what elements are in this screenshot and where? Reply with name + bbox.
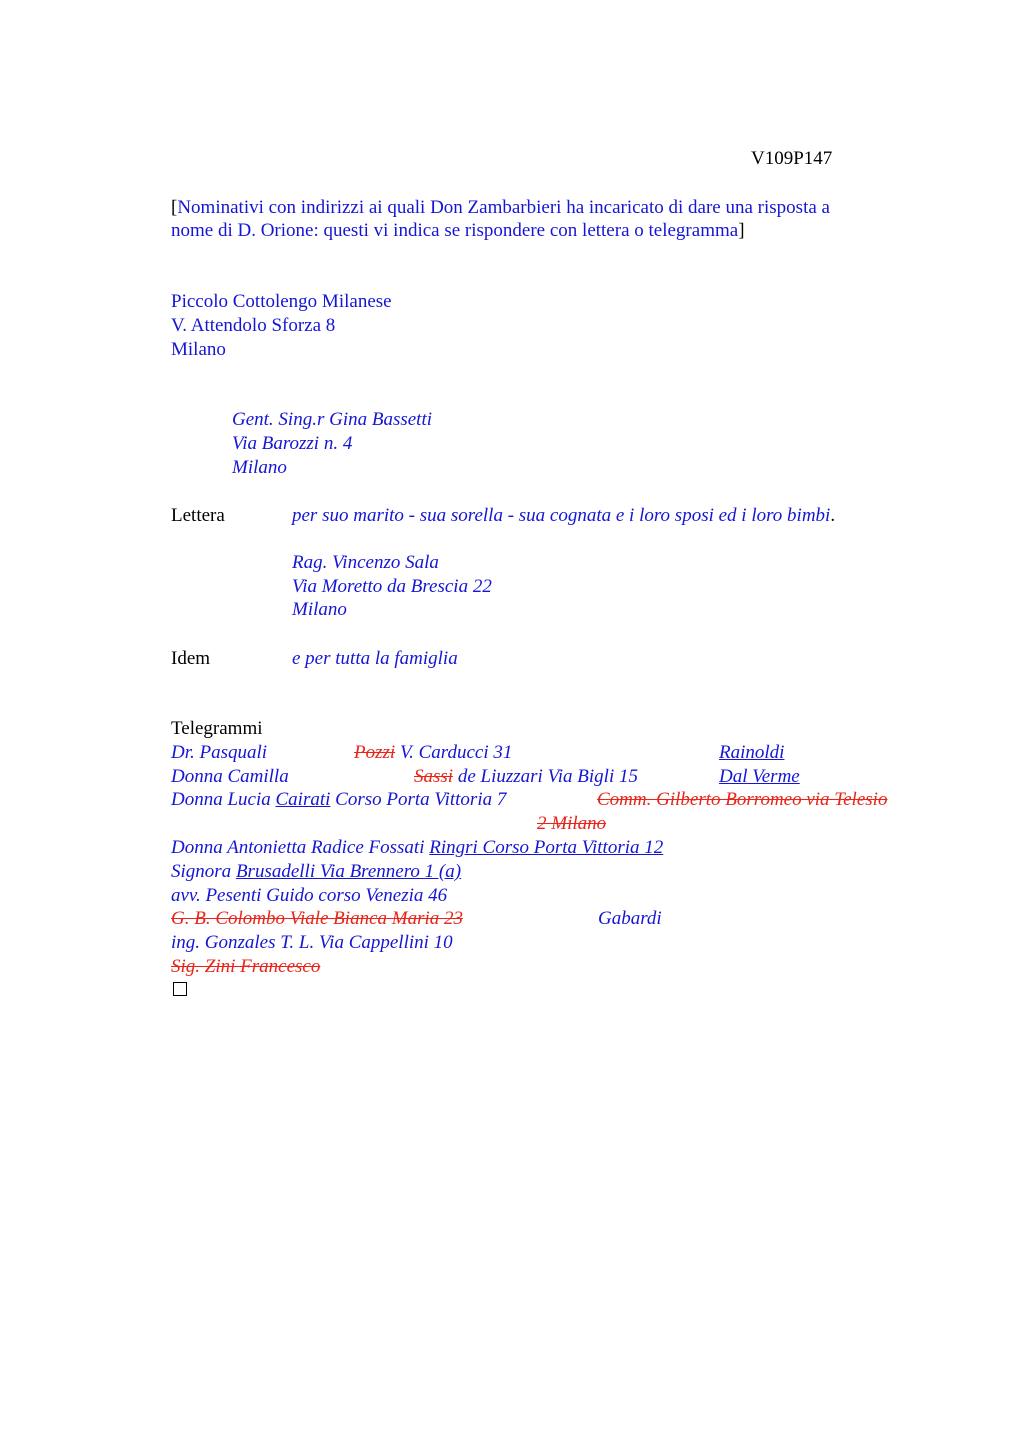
note-bracket-open: [ bbox=[171, 197, 178, 218]
tg-row-2-name: Donna Camilla bbox=[171, 766, 289, 787]
tg-row-4-name: Donna Antonietta Radice Fossati bbox=[171, 837, 430, 858]
recipient1-line-2: Via Barozzi n. 4 bbox=[232, 433, 353, 454]
editorial-note-line-2 bbox=[171, 219, 745, 243]
tg-row-2-addr: de Liuzzari Via Bigli 15 bbox=[453, 766, 638, 787]
tg-row-1-struck: Pozzi bbox=[354, 742, 396, 763]
tg-row-4-underlined: Ringri Corso Porta Vittoria 12 bbox=[429, 837, 664, 858]
recipient1-line-1: Gent. Sing.r Gina Bassetti bbox=[232, 409, 433, 430]
sender-line-1: Piccolo Cottolengo Milanese bbox=[171, 291, 392, 312]
tg-row-5-name: Signora bbox=[171, 861, 236, 882]
lettera-label: Lettera bbox=[171, 505, 225, 526]
tg-row-2-struck: Sassi bbox=[414, 766, 454, 787]
recipient2-line-3: Milano bbox=[292, 599, 347, 620]
tg-row-4 bbox=[171, 836, 663, 860]
editorial-note bbox=[171, 196, 830, 220]
tg-row-1-name: Dr. Pasquali bbox=[171, 742, 268, 763]
sender-line-2: V. Attendolo Sforza 8 bbox=[171, 315, 336, 336]
tg-row-1-addr: V. Carducci 31 bbox=[395, 742, 513, 763]
tg-row-2-address bbox=[414, 765, 638, 789]
tg-row-7-note: Gabardi bbox=[598, 908, 662, 929]
note-line-2: nome di D. Orione: questi vi indica se rispondere con lettera o telegramma bbox=[171, 220, 739, 241]
tg-row-6: avv. Pesenti Guido corso Venezia 46 bbox=[171, 885, 448, 906]
recipient2-line-2: Via Moretto da Brescia 22 bbox=[292, 576, 492, 597]
recipient2-line-1: Rag. Vincenzo Sala bbox=[292, 552, 439, 573]
idem-label: Idem bbox=[171, 648, 211, 669]
idem-text: e per tutta la famiglia bbox=[292, 648, 458, 669]
sender-line-3: Milano bbox=[171, 339, 226, 360]
tg-row-8: ing. Gonzales T. L. Via Cappellini 10 bbox=[171, 932, 453, 953]
tg-row-3 bbox=[171, 788, 506, 812]
tg-row-3-struck-2: 2 Milano bbox=[537, 813, 607, 834]
lettera-period: . bbox=[830, 505, 836, 526]
tg-row-9-struck: Sig. Zini Francesco bbox=[171, 956, 321, 977]
page-id: V109P147 bbox=[751, 148, 833, 169]
lettera-body: per suo marito - sua sorella - sua cognata e i loro sposi ed i loro bimbi bbox=[292, 505, 831, 526]
note-line-1: Nominativi con indirizzi ai quali Don Zambarbieri ha incaricato di dare una risposta a bbox=[177, 197, 830, 218]
tg-row-7-struck: G. B. Colombo Viale Bianca Maria 23 bbox=[171, 908, 464, 929]
tg-row-3-addr: Corso Porta Vittoria 7 bbox=[330, 789, 507, 810]
empty-checkbox-glyph bbox=[173, 982, 187, 996]
note-bracket-close: ] bbox=[738, 220, 745, 241]
tg-row-3-underlined: Cairati bbox=[275, 789, 331, 810]
tg-row-2-note: Dal Verme bbox=[719, 766, 800, 787]
tg-row-3-name: Donna Lucia bbox=[171, 789, 276, 810]
lettera-text bbox=[292, 504, 835, 528]
telegrammi-heading: Telegrammi bbox=[171, 718, 263, 739]
tg-row-1-address bbox=[354, 741, 512, 765]
tg-row-5-underlined: Brusadelli Via Brennero 1 (a) bbox=[235, 861, 462, 882]
tg-row-5 bbox=[171, 860, 461, 884]
recipient1-line-3: Milano bbox=[232, 457, 287, 478]
tg-row-1-note: Rainoldi bbox=[719, 742, 785, 763]
tg-row-3-struck-1: Comm. Gilberto Borromeo via Telesio bbox=[597, 789, 888, 810]
